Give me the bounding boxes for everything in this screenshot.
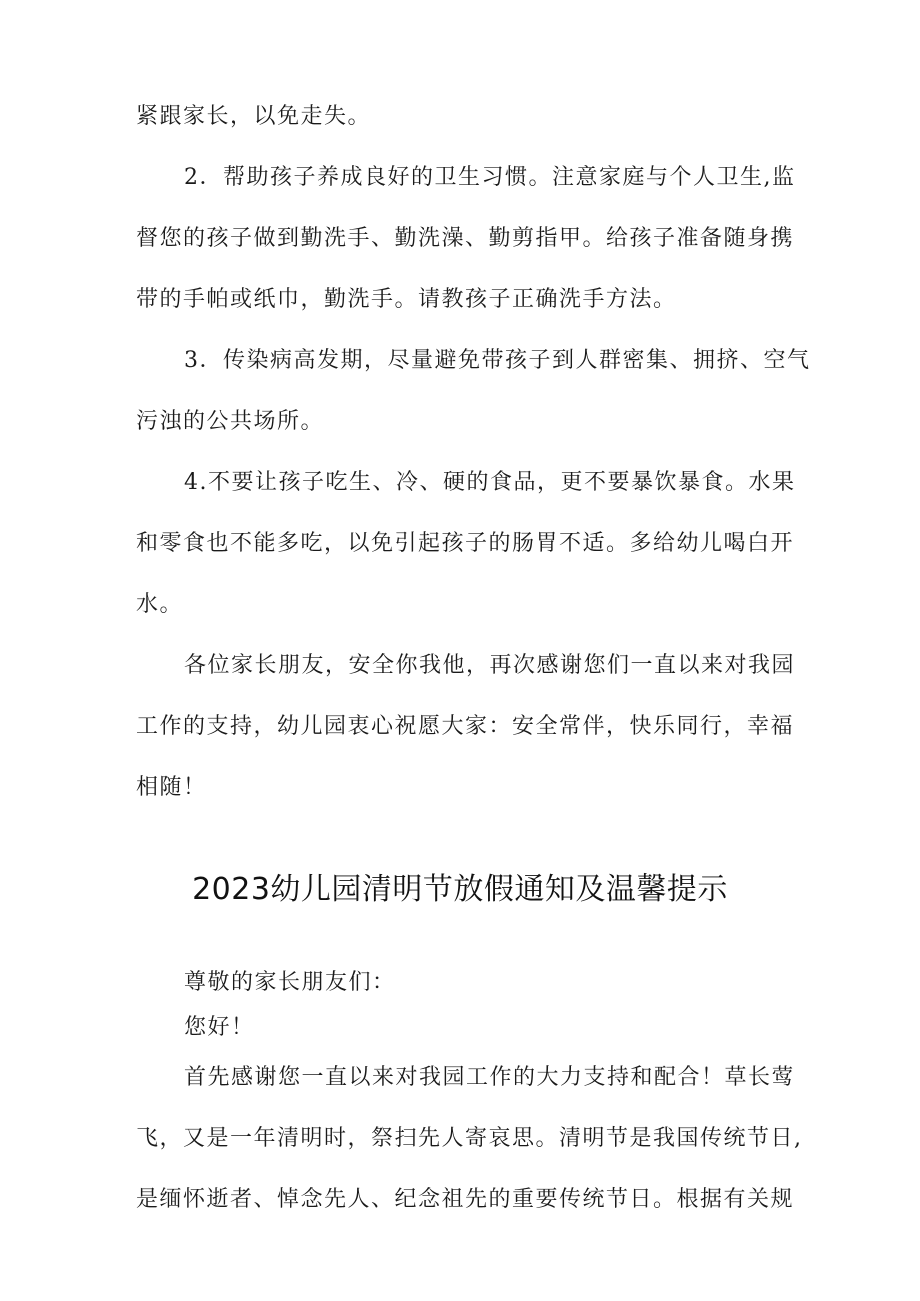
text-line: 各位家长朋友，安全你我他，再次感谢您们一直以来对我园 — [184, 653, 796, 678]
paragraph-closing — [136, 635, 796, 818]
text-line: 和零食也不能多吃，以免引起孩子的肠胃不适。多给幼儿喝白开 — [136, 531, 795, 556]
hello-line: 您好！ — [184, 1015, 255, 1040]
text-line: 2．帮助孩子养成良好的卫生习惯。注意家庭与个人卫生,监 — [184, 165, 796, 190]
text-line: 首先感谢您一直以来对我园工作的大力支持和配合！草长莺 — [184, 1065, 796, 1090]
text-line: 紧跟家长，以免走失。 — [136, 104, 372, 129]
text-line: 督您的孩子做到勤洗手、勤洗澡、勤剪指甲。给孩子准备随身携 — [136, 226, 795, 251]
text-line: 带的手帕或纸巾，勤洗手。请教孩子正确洗手方法。 — [136, 287, 677, 312]
text-line: 3．传染病高发期，尽量避免带孩子到人群密集、拥挤、空气 — [184, 348, 811, 373]
text-line: 是缅怀逝者、悼念先人、纪念祖先的重要传统节日。根据有关规 — [136, 1187, 795, 1212]
greeting — [136, 960, 796, 1050]
paragraph-disease — [136, 330, 811, 452]
page-title: 2023幼儿园清明节放假通知及温馨提示 — [192, 872, 728, 907]
paragraph-continued — [136, 86, 796, 147]
text-line: 4.不要让孩子吃生、冷、硬的食品，更不要暴饮暴食。水果 — [184, 470, 796, 495]
text-line: 污浊的公共场所。 — [136, 409, 325, 434]
paragraph-food — [136, 452, 796, 635]
text-line: 飞，又是一年清明时，祭扫先人寄哀思。清明节是我国传统节日, — [136, 1126, 803, 1151]
greeting-line: 尊敬的家长朋友们： — [184, 970, 396, 995]
paragraph-intro — [136, 1047, 803, 1230]
text-line: 相随！ — [136, 775, 207, 800]
text-line: 工作的支持，幼儿园衷心祝愿大家：安全常伴，快乐同行，幸福 — [136, 714, 795, 739]
text-line: 水。 — [136, 592, 184, 617]
paragraph-hygiene — [136, 147, 796, 330]
